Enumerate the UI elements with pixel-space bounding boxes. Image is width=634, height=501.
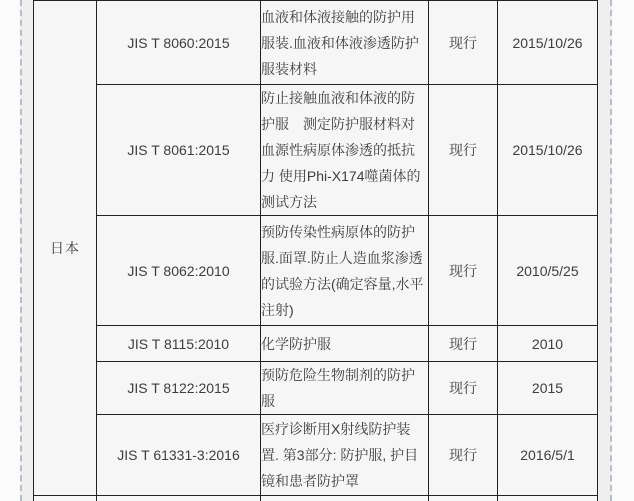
- table-row: [34, 85, 598, 216]
- empty-cell: [429, 496, 498, 501]
- status-cell: 现行: [429, 415, 498, 496]
- status-cell: 现行: [429, 216, 498, 326]
- standard-cell: JIS T 8061:2015: [97, 85, 261, 216]
- standard-cell: JIS T 8122:2015: [97, 362, 261, 415]
- status-cell: 现行: [429, 85, 498, 216]
- date-cell: 2016/5/1: [498, 415, 598, 496]
- date-cell: 2010: [498, 326, 598, 362]
- date-cell: 2015/10/26: [498, 1, 598, 85]
- standard-cell: JIS T 8115:2010: [97, 326, 261, 362]
- title-cell: 防止接触血液和体液的防护服 测定防护服材料对血源性病原体渗透的抵抗力 使用Phi-X174噬菌体的测试方法: [261, 85, 429, 216]
- standard-cell: JIS T 61331-3:2016: [97, 415, 261, 496]
- date-cell: 2015: [498, 362, 598, 415]
- status-cell: 现行: [429, 362, 498, 415]
- table-row: [34, 415, 598, 496]
- country-cell: 日本: [34, 1, 97, 496]
- title-cell: 化学防护服: [261, 326, 429, 362]
- standard-cell: JIS T 8062:2010: [97, 216, 261, 326]
- table-row-partial: [34, 496, 598, 501]
- status-cell: 现行: [429, 326, 498, 362]
- table-row: [34, 326, 598, 362]
- empty-cell: [261, 496, 429, 501]
- empty-cell: [97, 496, 261, 501]
- date-cell: 2015/10/26: [498, 85, 598, 216]
- title-cell: 医疗诊断用X射线防护装置. 第3部分: 防护服, 护目镜和患者防护罩: [261, 415, 429, 496]
- status-cell: 现行: [429, 1, 498, 85]
- empty-cell: [34, 496, 97, 501]
- standard-cell: JIS T 8060:2015: [97, 1, 261, 85]
- table-row: [34, 1, 598, 85]
- title-cell: 预防传染性病原体的防护服.面罩.防止人造血浆渗透的试验方法(确定容量,水平注射): [261, 216, 429, 326]
- table-row: [34, 216, 598, 326]
- empty-cell: [498, 496, 598, 501]
- title-cell: 血液和体液接触的防护用服装.血液和体液渗透防护服装材料: [261, 1, 429, 85]
- title-cell: 预防危险生物制剂的防护服: [261, 362, 429, 415]
- date-cell: 2010/5/25: [498, 216, 598, 326]
- page-margin-area: [20, 0, 612, 501]
- standards-table: [33, 0, 598, 501]
- table-row: [34, 362, 598, 415]
